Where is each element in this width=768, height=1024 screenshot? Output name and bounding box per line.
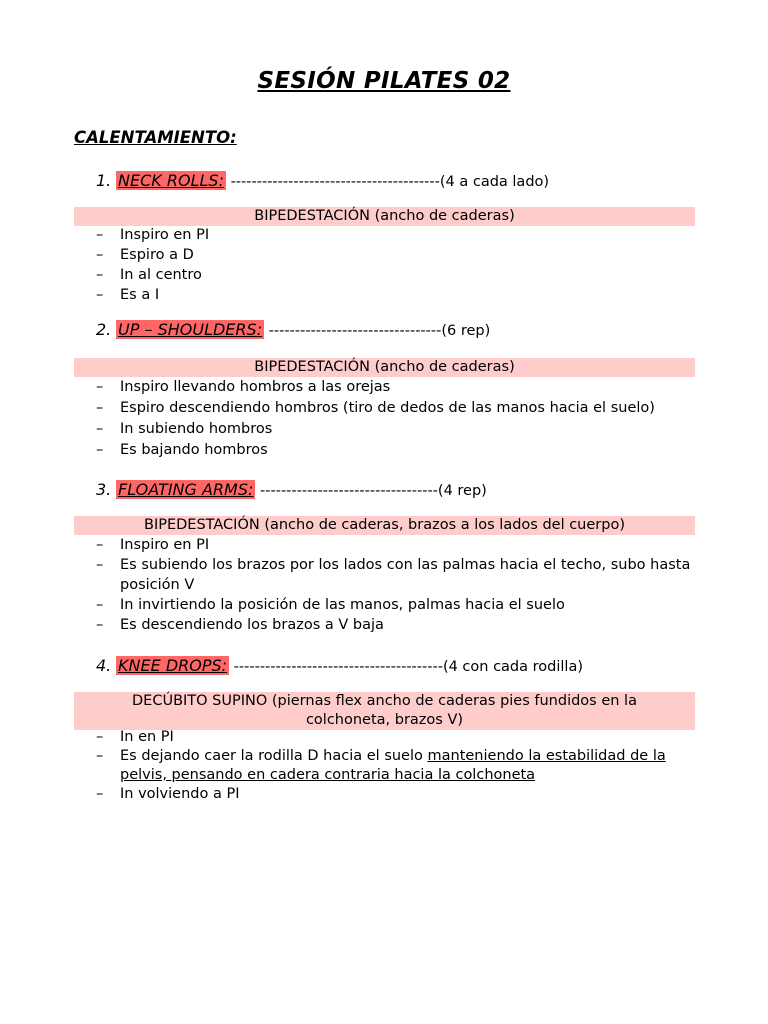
step-list — [74, 377, 714, 461]
dash-icon: – — [96, 442, 104, 458]
exercise-number: 3. — [96, 480, 112, 499]
step-item: – Es subiendo los brazos por los lados con las palmas hacia el techo, subo hasta posición V — [96, 557, 691, 593]
exercise-number: 2. — [96, 320, 112, 339]
exercise-2-heading — [96, 318, 490, 342]
dash-icon: – — [96, 421, 104, 437]
dash-icon: – — [96, 557, 104, 573]
exercise-number: 1. — [96, 171, 112, 190]
exercise-name: KNEE DROPS: — [118, 656, 228, 675]
step-item: – Espiro descendiendo hombros (tiro de dedos de las manos hacia el suelo) — [74, 398, 714, 419]
dash-icon: – — [96, 537, 104, 553]
step-list — [74, 728, 714, 804]
exercise-number: 4. — [96, 656, 112, 675]
dash-icon: – — [96, 617, 104, 633]
position-bar: DECÚBITO SUPINO (piernas flex ancho de caderas pies fundidos en la colchoneta, brazos V) — [74, 692, 695, 730]
exercise-reps: ----------------------------------------(4 a cada lado) — [225, 174, 550, 190]
exercise-1-heading — [96, 169, 549, 193]
position-bar: BIPEDESTACIÓN (ancho de caderas) — [74, 358, 695, 377]
section-heading: CALENTAMIENTO: — [74, 128, 237, 147]
dash-icon: – — [96, 267, 104, 283]
step-item: – Es a I — [96, 287, 160, 303]
position-bar: BIPEDESTACIÓN (ancho de caderas, brazos a los lados del cuerpo) — [74, 516, 695, 535]
exercise-reps: ----------------------------------(4 rep) — [255, 483, 487, 499]
step-list — [74, 225, 714, 305]
step-item: – In subiendo hombros — [74, 419, 714, 440]
dash-icon: – — [96, 227, 104, 243]
step-item: – Espiro a D — [96, 247, 194, 263]
step-item: – In en PI — [96, 729, 174, 745]
exercise-reps: ---------------------------------(6 rep) — [264, 323, 491, 339]
exercise-4-heading — [96, 654, 583, 678]
exercise-name: UP – SHOULDERS: — [118, 320, 263, 339]
step-item: – In volviendo a PI — [96, 786, 240, 802]
step-item: – Es dejando caer la rodilla D hacia el suelo manteniendo la estabilidad de la pelvis, pensando en cadera contraria hacia la colchoneta — [96, 748, 666, 783]
position-bar: BIPEDESTACIÓN (ancho de caderas) — [74, 207, 695, 226]
dash-icon: – — [96, 287, 104, 303]
exercise-3-heading — [96, 478, 487, 502]
dash-icon: – — [96, 786, 104, 802]
dash-icon: – — [96, 748, 104, 764]
page-title: SESIÓN PILATES 02 — [257, 68, 511, 94]
exercise-name: FLOATING ARMS: — [118, 480, 254, 499]
dash-icon: – — [96, 400, 104, 416]
dash-icon: – — [96, 597, 104, 613]
dash-icon: – — [96, 379, 104, 395]
underlined-text: manteniendo la estabilidad de la pelvis, pensando en cadera contraria hacia la colchoneta — [120, 748, 666, 783]
step-item: – Inspiro en PI — [96, 537, 210, 553]
dash-icon: – — [96, 729, 104, 745]
exercise-name: NECK ROLLS: — [118, 171, 224, 190]
step-item: – Es descendiendo los brazos a V baja — [96, 617, 384, 633]
step-item: – Inspiro llevando hombros a las orejas — [74, 377, 714, 398]
step-list — [74, 535, 714, 635]
step-item: – In al centro — [96, 267, 202, 283]
step-item: – Es bajando hombros — [74, 440, 714, 461]
exercise-reps: ----------------------------------------(4 con cada rodilla) — [229, 659, 583, 675]
step-item: – In invirtiendo la posición de las manos, palmas hacia el suelo — [96, 597, 565, 613]
dash-icon: – — [96, 247, 104, 263]
step-item: – Inspiro en PI — [96, 227, 210, 243]
